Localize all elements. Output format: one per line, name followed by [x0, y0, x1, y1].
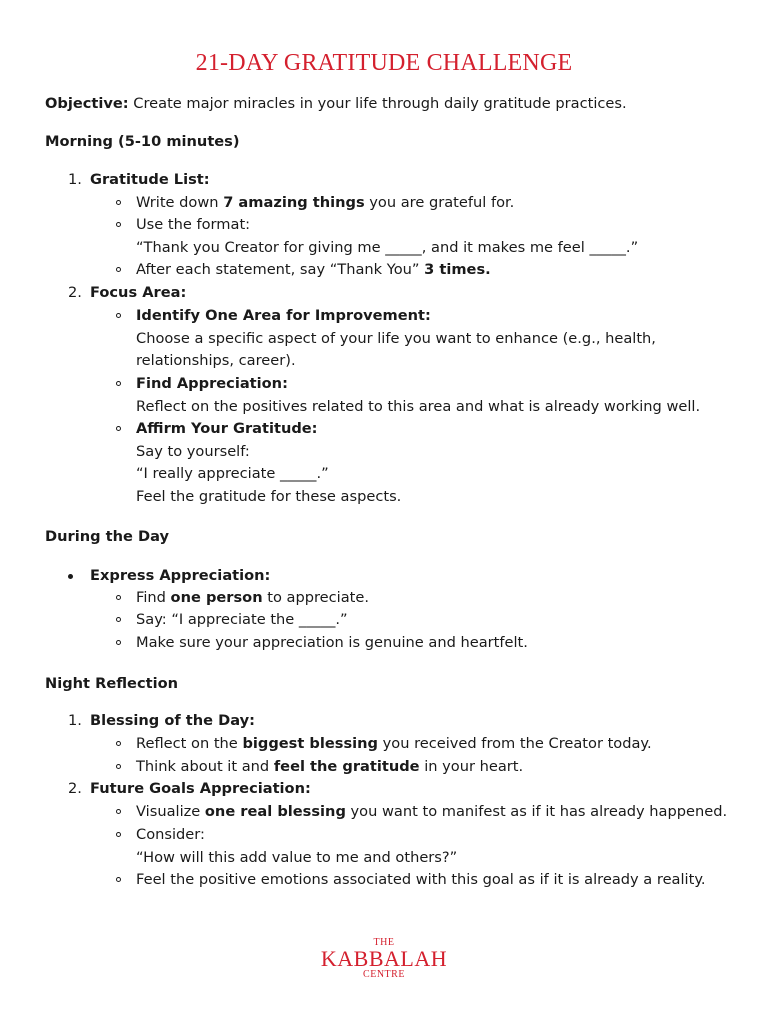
bullet-circle-icon: [116, 877, 121, 882]
list-item: [136, 756, 523, 778]
logo-top-text: THE: [373, 937, 395, 948]
bold-text: feel the gratitude: [273, 758, 420, 775]
blessing-title: Blessing of the Day:: [90, 712, 255, 729]
objective-text: Create major miracles in your life through daily gratitude practices.: [128, 95, 627, 112]
night-heading: Night Reflection: [45, 675, 179, 692]
bullet-circle-icon: [116, 200, 121, 205]
bold-text: 3 times.: [424, 261, 491, 278]
bold-text: 7 amazing things: [223, 194, 365, 211]
list-item: Feel the positive emotions associated with this goal as if it is already a reality.: [136, 871, 706, 888]
bullet-circle-icon: [116, 222, 121, 227]
format-quote: “Thank you Creator for giving me _____, and it makes me feel _____.”: [136, 239, 639, 256]
list-number: 1.: [68, 171, 82, 188]
subitem-text: Say to yourself:: [136, 443, 250, 460]
list-number: 2.: [68, 284, 82, 301]
bold-text: one person: [170, 589, 263, 606]
subitem-title: Identify One Area for Improvement:: [136, 307, 431, 324]
bullet-circle-icon: [116, 640, 121, 645]
text: you are grateful for.: [364, 194, 515, 211]
text: Think about it and: [136, 758, 274, 775]
text: Reflect on the: [136, 735, 243, 752]
bullet-circle-icon: [116, 809, 121, 814]
text: to appreciate.: [262, 589, 370, 606]
list-item: [136, 801, 727, 823]
subitem-text: “I really appreciate _____.”: [136, 465, 329, 482]
day-heading: During the Day: [45, 528, 169, 545]
list-item: [136, 259, 491, 281]
text: After each statement, say “Thank You”: [136, 261, 425, 278]
list-number: 2.: [68, 780, 82, 797]
morning-heading: Morning (5-10 minutes): [45, 133, 240, 150]
subitem-text: Choose a specific aspect of your life you want to enhance (e.g., health,: [136, 330, 656, 347]
text: Find: [136, 589, 171, 606]
bullet-disc-icon: [68, 574, 73, 579]
list-item: Make sure your appreciation is genuine and heartfelt.: [136, 634, 528, 651]
text: Visualize: [136, 803, 205, 820]
bullet-circle-icon: [116, 764, 121, 769]
text: Write down: [136, 194, 224, 211]
subitem-text: Reflect on the positives related to this area and what is already working well.: [136, 398, 701, 415]
logo-main-text: KABBALAH: [320, 946, 448, 971]
bullet-circle-icon: [116, 595, 121, 600]
bullet-circle-icon: [116, 267, 121, 272]
future-goals-title: Future Goals Appreciation:: [90, 780, 311, 797]
bold-text: one real blessing: [204, 803, 346, 820]
consider-quote: “How will this add value to me and others?”: [136, 849, 458, 866]
bullet-circle-icon: [116, 617, 121, 622]
bullet-circle-icon: [116, 741, 121, 746]
list-item: Use the format:: [136, 216, 251, 233]
kabbalah-centre-logo: [0, 938, 768, 980]
page-title: 21-DAY GRATITUDE CHALLENGE: [195, 50, 573, 76]
list-item: Consider:: [136, 826, 205, 843]
subitem-text: Feel the gratitude for these aspects.: [136, 488, 402, 505]
objective-label: Objective:: [45, 95, 129, 112]
text: you received from the Creator today.: [377, 735, 652, 752]
text: in your heart.: [419, 758, 524, 775]
bullet-circle-icon: [116, 426, 121, 431]
bold-text: biggest blessing: [242, 735, 378, 752]
list-number: 1.: [68, 712, 82, 729]
text: you want to manifest as if it has already happened.: [345, 803, 728, 820]
express-appreciation-title: Express Appreciation:: [90, 567, 271, 584]
subitem-text: relationships, career).: [136, 352, 296, 369]
list-item: [136, 733, 652, 755]
focus-area-title: Focus Area:: [90, 284, 187, 301]
bullet-circle-icon: [116, 381, 121, 386]
subitem-title: Affirm Your Gratitude:: [136, 420, 318, 437]
subitem-title: Find Appreciation:: [136, 375, 288, 392]
objective-line: [45, 93, 627, 115]
list-item: [136, 192, 514, 214]
list-item: Say: “I appreciate the _____.”: [136, 611, 348, 628]
logo-bottom-text: CENTRE: [363, 969, 405, 980]
bullet-circle-icon: [116, 832, 121, 837]
bullet-circle-icon: [116, 313, 121, 318]
gratitude-list-title: Gratitude List:: [90, 171, 210, 188]
list-item: [136, 587, 369, 609]
